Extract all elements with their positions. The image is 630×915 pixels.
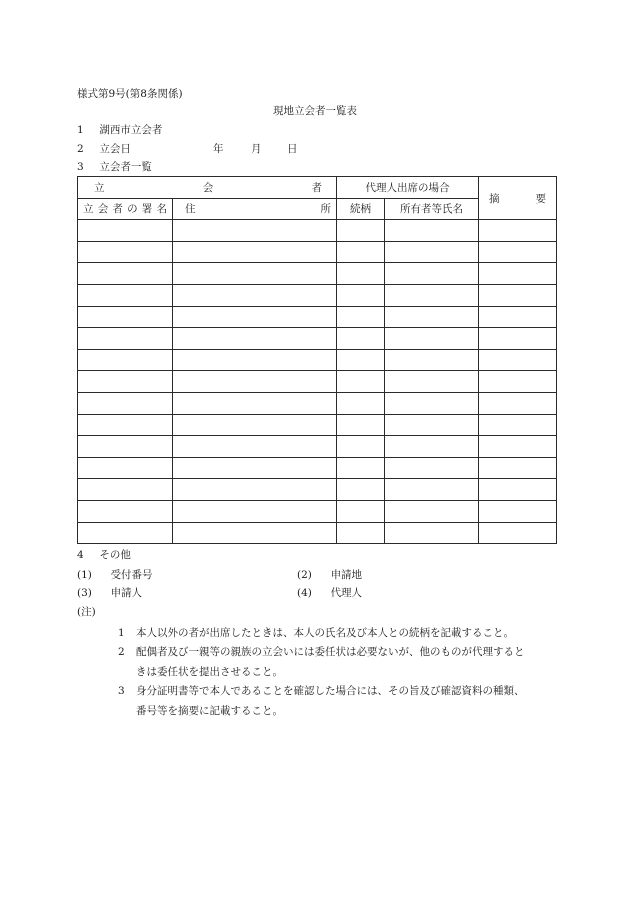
form-number: 様式第9号(第8条関係): [77, 88, 183, 100]
signature-header-char: 署: [141, 203, 153, 216]
note-3: [118, 681, 558, 721]
table-header-row-1: [78, 177, 557, 199]
signature-column-header: [78, 198, 173, 220]
item-3: [77, 160, 152, 174]
address-cell[interactable]: [173, 414, 337, 436]
remarks-cell[interactable]: [479, 306, 557, 328]
signature-cell[interactable]: [78, 392, 173, 414]
signature-cell[interactable]: [78, 414, 173, 436]
table-body: [78, 220, 557, 544]
signature-cell[interactable]: [78, 479, 173, 501]
item-4: [77, 548, 131, 562]
address-cell[interactable]: [173, 522, 337, 544]
signature-cell[interactable]: [78, 371, 173, 393]
signature-header-char: 会: [97, 203, 109, 216]
remarks-header-char-1: 摘: [489, 192, 500, 205]
signature-cell[interactable]: [78, 241, 173, 263]
signature-cell[interactable]: [78, 457, 173, 479]
address-cell[interactable]: [173, 392, 337, 414]
table-row: [78, 522, 557, 544]
table-row: [78, 328, 557, 350]
note-3-text-line-1: 身分証明書等で本人であることを確認した場合には、その旨及び確認資料の種類、: [136, 685, 525, 697]
table-row: [78, 220, 557, 242]
owner-name-cell[interactable]: [385, 284, 479, 306]
item-4-label: その他: [99, 549, 131, 561]
notes-heading: (注): [77, 606, 96, 618]
address-cell[interactable]: [173, 220, 337, 242]
signature-header-char: の: [127, 203, 138, 216]
relation-cell[interactable]: [337, 263, 385, 285]
table-row: [78, 392, 557, 414]
address-cell[interactable]: [173, 479, 337, 501]
attendee-header-char-3: 者: [311, 181, 322, 194]
owner-name-cell[interactable]: [385, 371, 479, 393]
address-cell[interactable]: [173, 349, 337, 371]
owner-name-cell[interactable]: [385, 522, 479, 544]
owner-name-cell[interactable]: [385, 392, 479, 414]
remarks-cell[interactable]: [479, 500, 557, 522]
note-2-text-line-1: 配偶者及び一親等の親族の立会いには委任状は必要ないが、他のものが代理すると: [136, 646, 525, 658]
sub-item-2-number: (2): [297, 569, 312, 581]
owner-name-cell[interactable]: [385, 241, 479, 263]
remarks-cell[interactable]: [479, 241, 557, 263]
sub-item-4-number: (4): [297, 587, 312, 599]
owner-name-cell[interactable]: [385, 220, 479, 242]
relation-cell[interactable]: [337, 349, 385, 371]
sub-item-2-label: 申請地: [330, 569, 363, 581]
relation-cell[interactable]: [337, 479, 385, 501]
table-row: [78, 414, 557, 436]
signature-cell[interactable]: [78, 263, 173, 285]
sub-item-1: [77, 568, 153, 582]
address-cell[interactable]: [173, 436, 337, 458]
table-row: [78, 436, 557, 458]
table-row: [78, 479, 557, 501]
note-1-text: 本人以外の者が出席したときは、本人の氏名及び本人との続柄を記載すること。: [136, 627, 514, 639]
relation-cell[interactable]: [337, 457, 385, 479]
remarks-cell[interactable]: [479, 220, 557, 242]
address-cell[interactable]: [173, 328, 337, 350]
signature-header-char: 者: [112, 203, 123, 216]
sub-item-3-number: (3): [77, 587, 92, 599]
note-1: [118, 623, 558, 643]
remarks-cell[interactable]: [479, 328, 557, 350]
signature-cell[interactable]: [78, 436, 173, 458]
signature-cell[interactable]: [78, 306, 173, 328]
signature-cell[interactable]: [78, 500, 173, 522]
address-header-char-2: 所: [320, 203, 331, 216]
sub-item-3-label: 申請人: [110, 587, 143, 599]
sub-item-3: [77, 586, 142, 600]
date-day: 日: [287, 143, 298, 155]
attendee-header-char-1: 立: [94, 181, 105, 194]
owner-name-cell[interactable]: [385, 479, 479, 501]
table-row: [78, 457, 557, 479]
date-year: 年: [213, 143, 224, 155]
item-2-number: 2: [77, 143, 84, 155]
address-cell[interactable]: [173, 500, 337, 522]
note-3-text-line-2: 番号等を摘要に記載すること。: [136, 705, 283, 717]
remarks-cell[interactable]: [479, 414, 557, 436]
address-cell[interactable]: [173, 263, 337, 285]
signature-header-char: 名: [156, 203, 167, 216]
note-3-number: 3: [118, 685, 125, 697]
relation-cell[interactable]: [337, 241, 385, 263]
signature-cell[interactable]: [78, 220, 173, 242]
item-1-number: 1: [77, 124, 84, 136]
relation-cell[interactable]: [337, 414, 385, 436]
attendee-group-header: [78, 177, 337, 199]
table-row: [78, 349, 557, 371]
owner-name-cell[interactable]: [385, 500, 479, 522]
relation-cell[interactable]: [337, 284, 385, 306]
table-row: [78, 500, 557, 522]
note-2-text-line-2: きは委任状を提出させること。: [136, 666, 283, 678]
address-header-char-1: 住: [185, 203, 196, 216]
sub-item-1-number: (1): [77, 569, 92, 581]
note-2-number: 2: [118, 646, 125, 658]
relation-cell[interactable]: [337, 522, 385, 544]
remarks-cell[interactable]: [479, 392, 557, 414]
remarks-cell[interactable]: [479, 284, 557, 306]
signature-header-char: 立: [83, 203, 94, 216]
table-row: [78, 284, 557, 306]
item-3-number: 3: [77, 161, 84, 173]
table-row: [78, 263, 557, 285]
owner-name-cell[interactable]: [385, 349, 479, 371]
owner-name-cell[interactable]: [385, 414, 479, 436]
remarks-cell[interactable]: [479, 436, 557, 458]
address-column-header: [173, 198, 337, 220]
remarks-cell[interactable]: [479, 349, 557, 371]
address-cell[interactable]: [173, 371, 337, 393]
sub-item-2: [297, 568, 362, 582]
item-3-label: 立会者一覧: [99, 161, 152, 173]
remarks-header-char-2: 要: [535, 192, 546, 205]
owner-name-cell[interactable]: [385, 436, 479, 458]
note-1-number: 1: [118, 627, 125, 639]
date-month: 月: [251, 143, 262, 155]
item-2-label: 立会日: [99, 143, 131, 155]
remarks-cell[interactable]: [479, 522, 557, 544]
relation-cell[interactable]: [337, 220, 385, 242]
remarks-header: [479, 177, 557, 220]
address-cell[interactable]: [173, 241, 337, 263]
table-row: [78, 371, 557, 393]
signature-cell[interactable]: [78, 349, 173, 371]
owner-name-cell[interactable]: [385, 306, 479, 328]
owner-name-column-header: 所有者等氏名: [385, 198, 479, 220]
relation-cell[interactable]: [337, 436, 385, 458]
relation-cell[interactable]: [337, 306, 385, 328]
relation-cell[interactable]: [337, 371, 385, 393]
sub-item-1-label: 受付番号: [110, 569, 153, 581]
relation-column-header: 続柄: [337, 198, 385, 220]
signature-cell[interactable]: [78, 328, 173, 350]
relation-cell[interactable]: [337, 500, 385, 522]
address-cell[interactable]: [173, 306, 337, 328]
relation-cell[interactable]: [337, 328, 385, 350]
sub-item-4-label: 代理人: [330, 587, 363, 599]
table-row: [78, 306, 557, 328]
page-title: 現地立会者一覧表: [273, 105, 357, 117]
signature-cell[interactable]: [78, 522, 173, 544]
signature-cell[interactable]: [78, 284, 173, 306]
remarks-cell[interactable]: [479, 457, 557, 479]
proxy-group-header: 代理人出席の場合: [337, 177, 479, 199]
owner-name-cell[interactable]: [385, 328, 479, 350]
relation-cell[interactable]: [337, 392, 385, 414]
address-cell[interactable]: [173, 284, 337, 306]
sub-item-4: [297, 586, 362, 600]
owner-name-cell[interactable]: [385, 457, 479, 479]
table-row: [78, 241, 557, 263]
remarks-cell[interactable]: [479, 479, 557, 501]
attendee-table: [77, 176, 557, 544]
remarks-cell[interactable]: [479, 263, 557, 285]
item-1-label: 湖西市立会者: [99, 124, 163, 136]
address-cell[interactable]: [173, 457, 337, 479]
owner-name-cell[interactable]: [385, 263, 479, 285]
attendee-header-char-2: 会: [202, 181, 214, 194]
remarks-cell[interactable]: [479, 371, 557, 393]
note-2: [118, 642, 558, 682]
item-1: [77, 123, 162, 137]
item-2: [77, 142, 131, 156]
item-4-number: 4: [77, 549, 84, 561]
